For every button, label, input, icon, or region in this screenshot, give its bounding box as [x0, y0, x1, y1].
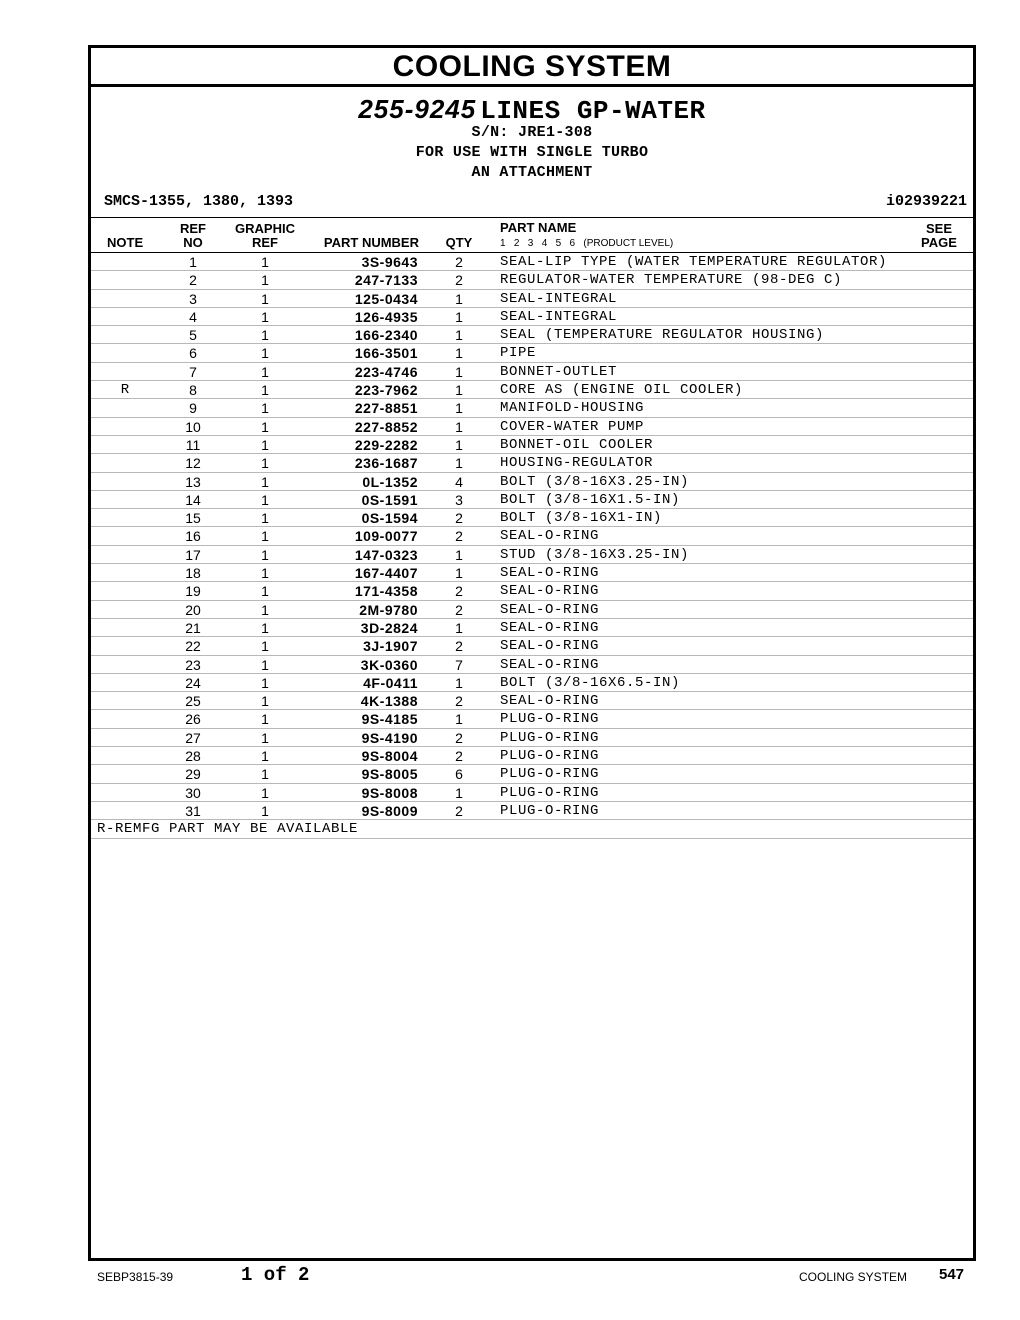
cell-graphic-ref: 1 [261, 400, 269, 417]
cell-part-name: SEAL-O-RING [500, 638, 600, 655]
cell-graphic-ref: 1 [261, 546, 269, 563]
cell-qty: 2 [455, 254, 463, 270]
cell-graphic-ref: 1 [261, 674, 269, 691]
group-title [91, 94, 973, 126]
cell-qty: 2 [455, 729, 463, 746]
cell-part-number: 229-2282 [354, 436, 418, 453]
cell-part-name: PLUG-O-RING [500, 766, 600, 783]
cell-part-name: PLUG-O-RING [500, 802, 600, 819]
header-part-number: PART NUMBER [323, 235, 419, 250]
illustration-id: i02939221 [885, 193, 967, 210]
cell-graphic-ref: 1 [261, 784, 269, 801]
cell-ref-no: 31 [185, 802, 201, 819]
cell-graphic-ref: 1 [261, 308, 269, 325]
table-row [91, 381, 973, 399]
cell-part-name: SEAL-O-RING [500, 583, 600, 600]
table-row [91, 344, 973, 362]
cell-qty: 2 [455, 272, 463, 289]
cell-qty: 1 [455, 327, 463, 344]
table-row [91, 747, 973, 765]
cell-qty: 1 [455, 784, 463, 801]
cell-part-number: 125-0434 [354, 290, 418, 307]
cell-qty: 1 [455, 308, 463, 325]
cell-ref-no: 13 [185, 473, 201, 490]
cell-qty: 1 [455, 455, 463, 472]
smcs-codes: SMCS-1355, 1380, 1393 [104, 193, 294, 210]
cell-part-number: 9S-8009 [361, 802, 418, 819]
cell-qty: 2 [455, 802, 463, 819]
table-row [91, 729, 973, 747]
cell-graphic-ref: 1 [261, 473, 269, 490]
cell-part-number: 147-0323 [354, 546, 418, 563]
cell-part-number: 9S-8008 [361, 784, 418, 801]
cell-qty: 1 [455, 382, 463, 399]
cell-ref-no: 6 [189, 345, 197, 362]
page-footer [0, 1262, 1020, 1292]
cell-part-name: PLUG-O-RING [500, 711, 600, 728]
cell-ref-no: 17 [185, 546, 201, 563]
cell-part-name: PLUG-O-RING [500, 784, 600, 801]
cell-ref-no: 25 [185, 693, 201, 710]
cell-qty: 1 [455, 290, 463, 307]
cell-graphic-ref: 1 [261, 418, 269, 435]
cell-graphic-ref: 1 [261, 565, 269, 582]
serial-number: S/N: JRE1-308 [471, 124, 593, 141]
footer-page-number: 547 [939, 1266, 965, 1283]
header-qty: QTY [445, 235, 473, 250]
cell-qty: 6 [455, 766, 463, 783]
cell-graphic-ref: 1 [261, 766, 269, 783]
table-row [91, 399, 973, 417]
cell-graphic-ref: 1 [261, 802, 269, 819]
cell-part-name: SEAL-O-RING [500, 656, 600, 673]
table-row [91, 308, 973, 326]
cell-part-number: 0S-1594 [361, 510, 418, 527]
header-see-bottom: PAGE [921, 235, 957, 250]
cell-part-name: BONNET-OUTLET [500, 363, 618, 380]
cell-part-name: SEAL-O-RING [500, 619, 600, 636]
cell-ref-no: 11 [185, 436, 201, 453]
cell-qty: 1 [455, 546, 463, 563]
cell-part-name: SEAL (TEMPERATURE REGULATOR HOUSING) [500, 327, 825, 344]
cell-graphic-ref: 1 [261, 382, 269, 399]
table-row [91, 564, 973, 582]
header-part-name: PART NAME [500, 220, 577, 235]
cell-part-name: BONNET-OIL COOLER [500, 436, 654, 453]
table-row [91, 509, 973, 527]
cell-ref-no: 7 [189, 363, 197, 380]
cell-ref-no: 22 [185, 638, 201, 655]
table-row [91, 619, 973, 637]
cell-part-name: SEAL-O-RING [500, 693, 600, 710]
table-row [91, 601, 973, 619]
cell-graphic-ref: 1 [261, 656, 269, 673]
header-graphic-bottom: REF [252, 235, 278, 250]
footer-section: COOLING SYSTEM [799, 1270, 908, 1284]
footer-page-of: 1 of 2 [241, 1264, 310, 1286]
cell-qty: 2 [455, 510, 463, 527]
cell-ref-no: 16 [185, 528, 201, 545]
header-ref-bottom: NO [183, 235, 203, 250]
cell-qty: 2 [455, 583, 463, 600]
cell-part-name: HOUSING-REGULATOR [500, 455, 654, 472]
cell-ref-no: 14 [185, 491, 201, 508]
table-row [91, 784, 973, 802]
header-graphic-top: GRAPHIC [235, 221, 295, 236]
cell-graphic-ref: 1 [261, 601, 269, 618]
cell-ref-no: 24 [185, 674, 201, 691]
cell-part-number: 167-4407 [354, 565, 418, 582]
cell-part-name: SEAL-O-RING [500, 565, 600, 582]
cell-part-name: BOLT (3/8-16X6.5-IN) [500, 674, 681, 691]
cell-part-number: 3D-2824 [360, 619, 418, 636]
cell-part-number: 166-3501 [354, 345, 418, 362]
cell-ref-no: 4 [189, 308, 197, 325]
cell-part-name: SEAL-INTEGRAL [500, 308, 618, 325]
cell-qty: 7 [455, 656, 463, 673]
cell-graphic-ref: 1 [261, 510, 269, 527]
cell-qty: 2 [455, 638, 463, 655]
cell-part-name: SEAL-O-RING [500, 528, 600, 545]
cell-part-number: 0S-1591 [361, 491, 418, 508]
table-row [91, 418, 973, 436]
table-row [91, 546, 973, 564]
cell-graphic-ref: 1 [261, 327, 269, 344]
table-row [91, 326, 973, 344]
table-row [91, 582, 973, 600]
table-row [91, 802, 973, 820]
cell-qty: 2 [455, 748, 463, 765]
cell-qty: 1 [455, 345, 463, 362]
table-row [91, 710, 973, 728]
table-header [91, 217, 973, 253]
cell-part-name: STUD (3/8-16X3.25-IN) [500, 546, 690, 563]
cell-ref-no: 2 [189, 272, 197, 289]
cell-graphic-ref: 1 [261, 729, 269, 746]
cell-part-number: 4K-1388 [360, 693, 418, 710]
cell-part-number: 227-8851 [354, 400, 418, 417]
cell-part-number: 126-4935 [354, 308, 418, 325]
cell-part-number: 3S-9643 [361, 254, 418, 270]
parts-page-frame [88, 45, 976, 1261]
cell-graphic-ref: 1 [261, 748, 269, 765]
cell-qty: 3 [455, 491, 463, 508]
header-ref-top: REF [180, 221, 206, 236]
header-product-level: 1 2 3 4 5 6 (PRODUCT LEVEL) [500, 238, 674, 249]
cell-part-number: 236-1687 [354, 455, 418, 472]
table-row [91, 527, 973, 545]
footer-doc-id: SEBP3815-39 [97, 1270, 174, 1284]
section-title: COOLING SYSTEM [91, 48, 973, 87]
cell-part-number: 2M-9780 [359, 601, 418, 618]
cell-ref-no: 26 [185, 711, 201, 728]
cell-graphic-ref: 1 [261, 693, 269, 710]
cell-ref-no: 15 [185, 510, 201, 527]
cell-part-number: 3J-1907 [363, 638, 418, 655]
table-row [91, 454, 973, 472]
cell-graphic-ref: 1 [261, 436, 269, 453]
cell-qty: 1 [455, 565, 463, 582]
table-row [91, 253, 973, 271]
group-name: LINES GP-WATER [480, 96, 706, 126]
cell-ref-no: 3 [189, 290, 197, 307]
header-note: NOTE [107, 235, 144, 250]
cell-ref-no: 21 [185, 619, 201, 636]
table-row [91, 637, 973, 655]
table-row [91, 290, 973, 308]
cell-part-number: 3K-0360 [360, 656, 418, 673]
table-row [91, 436, 973, 454]
cell-part-name: BOLT (3/8-16X1-IN) [500, 510, 663, 527]
table-row [91, 363, 973, 381]
cell-qty: 1 [455, 418, 463, 435]
cell-part-number: 0L-1352 [362, 473, 418, 490]
cell-part-number: 4F-0411 [363, 674, 418, 691]
cell-graphic-ref: 1 [261, 619, 269, 636]
cell-ref-no: 12 [185, 455, 201, 472]
cell-ref-no: 5 [189, 327, 197, 344]
cell-graphic-ref: 1 [261, 254, 269, 270]
cell-part-number: 109-0077 [354, 528, 418, 545]
cell-ref-no: 20 [185, 601, 201, 618]
group-number: 255-9245 [358, 94, 477, 124]
cell-qty: 4 [455, 473, 463, 490]
cell-graphic-ref: 1 [261, 272, 269, 289]
cell-part-name: COVER-WATER PUMP [500, 418, 645, 435]
table-row [91, 765, 973, 783]
cell-qty: 1 [455, 400, 463, 417]
cell-part-number: 9S-4185 [361, 711, 418, 728]
cell-part-name: BOLT (3/8-16X3.25-IN) [500, 473, 690, 490]
cell-qty: 1 [455, 619, 463, 636]
cell-part-number: 223-4746 [354, 363, 418, 380]
table-row [91, 692, 973, 710]
cell-part-name: BOLT (3/8-16X1.5-IN) [500, 491, 681, 508]
cell-part-name: PLUG-O-RING [500, 729, 600, 746]
cell-part-name: PIPE [500, 345, 537, 362]
cell-graphic-ref: 1 [261, 290, 269, 307]
cell-part-name: SEAL-O-RING [500, 601, 600, 618]
cell-ref-no: 29 [185, 766, 201, 783]
cell-part-name: SEAL-LIP TYPE (WATER TEMPERATURE REGULATOR) [500, 254, 888, 270]
cell-ref-no: 19 [185, 583, 201, 600]
cell-ref-no: 27 [185, 729, 201, 746]
parts-table-body [91, 253, 973, 820]
table-row [91, 491, 973, 509]
cell-ref-no: 8 [189, 382, 197, 399]
cell-ref-no: 1 [189, 254, 197, 270]
cell-qty: 1 [455, 711, 463, 728]
cell-part-number: 9S-8005 [361, 766, 418, 783]
cell-part-number: 171-4358 [354, 583, 418, 600]
cell-ref-no: 28 [185, 748, 201, 765]
footnote: R-REMFG PART MAY BE AVAILABLE [91, 820, 973, 839]
cell-part-number: 247-7133 [354, 272, 418, 289]
cell-graphic-ref: 1 [261, 491, 269, 508]
cell-graphic-ref: 1 [261, 638, 269, 655]
cell-part-number: 166-2340 [354, 327, 418, 344]
cell-ref-no: 23 [185, 656, 201, 673]
header-see-top: SEE [925, 221, 952, 236]
cell-graphic-ref: 1 [261, 363, 269, 380]
usage-line-1: FOR USE WITH SINGLE TURBO [415, 144, 649, 161]
cell-qty: 2 [455, 528, 463, 545]
cell-part-name: REGULATOR-WATER TEMPERATURE (98-DEG C) [500, 272, 843, 289]
table-row [91, 271, 973, 289]
cell-ref-no: 10 [185, 418, 201, 435]
cell-part-number: 9S-8004 [361, 748, 418, 765]
cell-ref-no: 18 [185, 565, 201, 582]
cell-ref-no: 30 [185, 784, 201, 801]
cell-note: R [120, 382, 130, 399]
cell-qty: 1 [455, 436, 463, 453]
table-row [91, 656, 973, 674]
cell-part-number: 9S-4190 [361, 729, 418, 746]
cell-graphic-ref: 1 [261, 528, 269, 545]
cell-qty: 2 [455, 693, 463, 710]
cell-graphic-ref: 1 [261, 455, 269, 472]
smcs-row [91, 191, 973, 213]
usage-line-2: AN ATTACHMENT [471, 164, 593, 181]
cell-part-number: 227-8852 [354, 418, 418, 435]
cell-qty: 1 [455, 363, 463, 380]
cell-ref-no: 9 [189, 400, 197, 417]
cell-graphic-ref: 1 [261, 345, 269, 362]
cell-qty: 1 [455, 674, 463, 691]
cell-part-name: PLUG-O-RING [500, 748, 600, 765]
cell-part-name: SEAL-INTEGRAL [500, 290, 618, 307]
cell-graphic-ref: 1 [261, 711, 269, 728]
cell-qty: 2 [455, 601, 463, 618]
cell-part-number: 223-7962 [354, 382, 418, 399]
cell-part-name: MANIFOLD-HOUSING [500, 400, 645, 417]
cell-graphic-ref: 1 [261, 583, 269, 600]
cell-part-name: CORE AS (ENGINE OIL COOLER) [500, 382, 744, 399]
table-row [91, 473, 973, 491]
table-row [91, 674, 973, 692]
